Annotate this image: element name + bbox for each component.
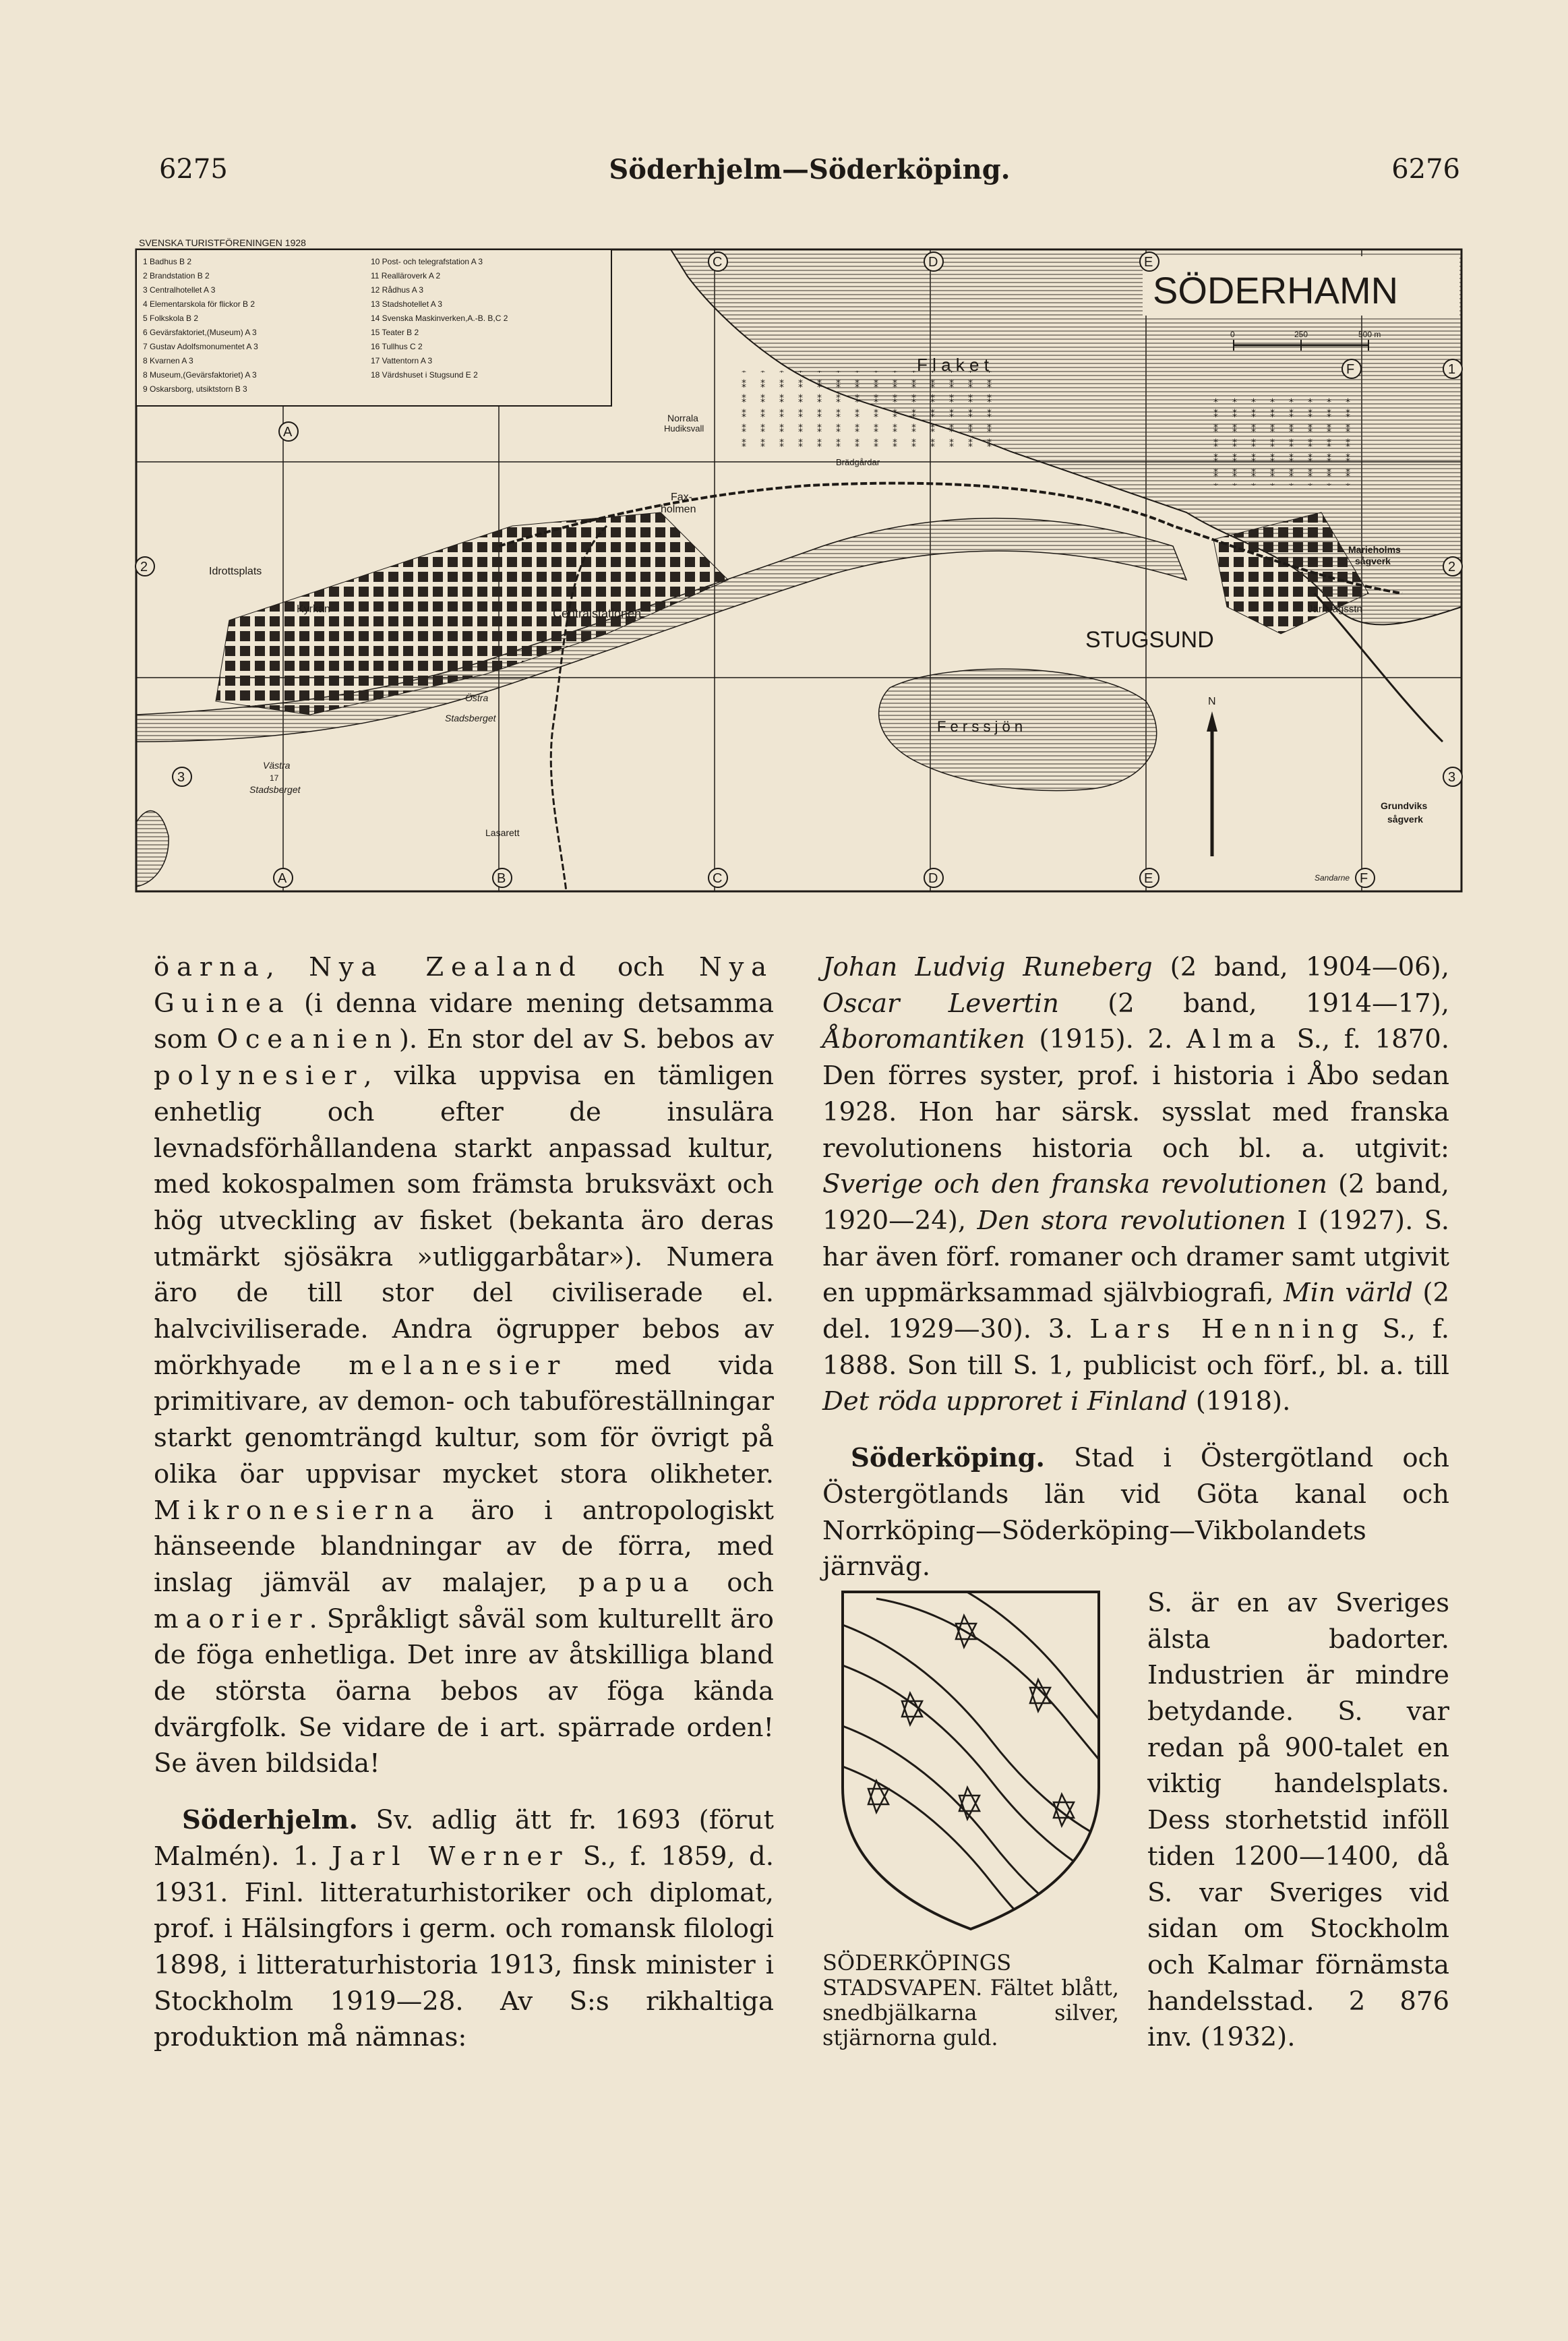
map-svg	[135, 229, 1463, 893]
text-run: och	[696, 1567, 774, 1598]
label-idrottsplats: Idrottsplats	[209, 566, 262, 577]
scale-label: 0	[1230, 330, 1235, 339]
text-run: Oceanien	[216, 1024, 399, 1055]
text-run: Alma	[1186, 1024, 1283, 1055]
text-run: Sverige och den franska revolutionen	[822, 1169, 1328, 1200]
grid-label: E	[1144, 871, 1153, 886]
text-run: (1918).	[1187, 1386, 1291, 1417]
legend-item: 9 Oskarsborg, utsiktstorn B 3	[143, 384, 247, 394]
coat-of-arms-figure	[822, 1585, 1119, 2050]
paragraph-soderhjelm-continued	[822, 949, 1449, 1420]
legend-item: 6 Gevärsfaktoriet,(Museum) A 3	[143, 328, 257, 337]
label-ostra: Östra	[465, 692, 489, 703]
legend-item: 5 Folkskola B 2	[143, 314, 199, 323]
label-centralstationen: Centralstationen	[553, 607, 642, 620]
text-run: ). En stor del av S. bebos av	[398, 1024, 774, 1055]
text-run: Stad i Östergötland och Östergötlands län vid Göta kanal och Norrköping—Söderköping—Vikbolandets järnväg.	[822, 1443, 1449, 1582]
text-run: ,	[266, 952, 309, 982]
legend-item: 10 Post- och telegrafstation A 3	[371, 257, 483, 266]
north-label: N	[1208, 696, 1216, 707]
entry-soderhjelm	[154, 1802, 774, 2056]
page-number-right: 6276	[1391, 154, 1460, 185]
text-run: I (1927). S. har även förf. romaner och dramer samt utgivit en uppmärksammad självbiografi,	[822, 1205, 1449, 1309]
text-run: Sv. adlig ätt fr. 1693 (förut Malmén). 1.	[154, 1805, 774, 1872]
text-run: papua	[578, 1567, 696, 1598]
row-label: 3	[1448, 770, 1456, 785]
label-vastra-num: 17	[270, 773, 279, 783]
text-run: polynesier	[154, 1061, 364, 1092]
legend-item: 8 Museum,(Gevärsfaktoriet) A 3	[143, 370, 257, 380]
label-fax: Fax-	[671, 492, 692, 503]
text-column-right	[822, 949, 1450, 2053]
label-jarnvagsstn: Järnvägsstn	[1308, 603, 1362, 615]
label-sandarne: Sandarne	[1315, 873, 1350, 883]
label-norrala: Norrala	[667, 413, 698, 423]
text-run: Nya Zealand	[309, 952, 583, 982]
page-title: Söderhjelm—Söderköping.	[609, 154, 1011, 185]
legend-item: 11 Realläroverk A 2	[371, 271, 441, 280]
row-label: 3	[177, 770, 185, 785]
text-run: Lars Henning	[1089, 1314, 1366, 1345]
label-holmen: holmen	[661, 504, 696, 515]
text-run: (2 del. 1929—30). 3.	[822, 1278, 1449, 1345]
row-label: 1	[1448, 362, 1456, 377]
legend-item: 2 Brandstation B 2	[143, 271, 210, 280]
label-ferssjon: F e r s s j ö n	[937, 718, 1023, 735]
text-run: maorier	[154, 1603, 309, 1634]
grid-label: C	[713, 871, 723, 886]
page-number-left: 6275	[159, 154, 228, 185]
label-bradgardar: Brädgårdar	[836, 457, 880, 467]
text-run: och	[582, 952, 700, 982]
text-run: Söderhjelm.	[182, 1805, 358, 1836]
entry-soderkoping	[822, 1440, 1449, 1585]
text-run: (2 band, 1920—24),	[822, 1169, 1450, 1236]
grid-label: F	[1346, 362, 1355, 377]
label-kyrkan: Kyrkan	[297, 603, 330, 615]
text-run: S., f. 1870. Den förres syster, prof. i historia i Åbo sedan 1928. Hon har särsk. sysslat med franska revolutionens historia och bl. a. utgivit:	[822, 1024, 1449, 1164]
text-run: Åboromantiken	[822, 1024, 1025, 1055]
legend-item: 16 Tullhus C 2	[371, 342, 423, 351]
text-run: . Språkligt såväl som kulturellt äro de föga enhetliga. Det inre av åtskilliga bland de största öarna bebos av föga kända dvärgfolk. Se vidare de i art. spärrade orden! Se även bildsida!	[154, 1603, 774, 1779]
legend-item: 14 Svenska Maskinverken,A.-B. B,C 2	[371, 314, 508, 323]
text-run: Johan Ludvig Runeberg	[822, 952, 1153, 982]
label-vastra: Västra	[263, 760, 291, 771]
legend-item: 15 Teater B 2	[371, 328, 419, 337]
text-run: Söderköping.	[851, 1443, 1045, 1474]
label-grundviks: Grundviks	[1381, 800, 1428, 811]
legend-item: 13 Stadshotellet A 3	[371, 299, 443, 309]
row-label: 2	[1448, 560, 1456, 574]
map-district-name: STUGSUND	[1085, 627, 1214, 653]
text-run: (1915). 2.	[1025, 1024, 1186, 1055]
text-run: äro i antropologiskt hänseende blandningar av de förra, med inslag jämväl av malajer,	[154, 1495, 774, 1598]
text-run: S. är en av Sveriges älsta badorter. Industrien är mindre betydande. S. var redan på 900-talet en viktig handelsplats. Dess storhetstid inföll tiden 1200—1400, då S. var Sveriges vid sidan om Stockholm och Kalmar förnämsta handelsstad. 2 876 inv. (1932).	[1147, 1587, 1449, 2053]
legend-item: 1 Badhus B 2	[143, 257, 192, 266]
legend-item: 18 Värdshuset i Stugsund E 2	[371, 370, 478, 380]
label-grundviks-sagverk: sågverk	[1387, 814, 1423, 825]
running-head	[159, 154, 1460, 194]
text-run: S., f. 1888. Son till S. 1, publicist och förf., bl. a. till	[822, 1314, 1449, 1381]
paragraph-oceania	[154, 949, 774, 1782]
legend-item: 3 Centralhotellet A 3	[143, 285, 216, 295]
grid-label: E	[1144, 255, 1153, 270]
legend-item: 4 Elementarskola för flickor B 2	[143, 299, 255, 309]
legend-item: 8 Kvarnen A 3	[143, 356, 193, 365]
label-lasarett: Lasarett	[485, 827, 520, 838]
scale-label: 250	[1294, 330, 1308, 339]
text-run: (2 band, 1904—06),	[1152, 952, 1449, 982]
label-hudiksvall: Hudiksvall	[664, 423, 704, 434]
text-run: Mikronesierna	[154, 1495, 442, 1526]
grid-label: A	[278, 871, 287, 886]
text-run: (2 band, 1914—17),	[1058, 988, 1450, 1019]
legend-item: 7 Gustav Adolfsmonumentet A 3	[143, 342, 258, 351]
grid-label: C	[713, 255, 723, 270]
town-map	[135, 229, 1463, 893]
coat-of-arms-icon	[836, 1585, 1106, 1936]
grid-label: F	[1360, 871, 1368, 886]
text-column-left	[154, 949, 774, 2056]
grid-label: A	[283, 425, 293, 440]
text-run: Jarl Werner	[331, 1841, 570, 1872]
row-label: 2	[140, 560, 148, 574]
text-run: , vilka uppvisa en tämligen enhetlig och efter de insulära levnadsförhållandena starkt anpassad kultur, med kokospalmen som främsta bruksväxt och hög utveckling av fisket (bekanta äro deras utmärkt sjösäkra »utliggarbåtar»). Numera äro de till stor del civiliserade el. halvciviliserade. Andra ögrupper bebos av mörkhyade	[154, 1061, 774, 1381]
timber-yards	[742, 371, 998, 452]
label-vastra-stadsberget: Stadsberget	[249, 784, 301, 795]
arms-block	[822, 1585, 1449, 2053]
text-run: Min värld	[1284, 1278, 1413, 1309]
label-marieholms: Marieholms	[1348, 544, 1401, 555]
timber-yards-east	[1200, 398, 1355, 485]
text-run: med vida primitivare, av demon- och tabuföreställningar starkt genomträngd kultur, som för övrigt på olika öar uppvisar mycket stora olikheter.	[154, 1350, 774, 1489]
legend-item: 17 Vattentorn A 3	[371, 356, 433, 365]
scale-label: 500 m	[1358, 330, 1381, 339]
text-run: Oscar Levertin	[822, 988, 1059, 1019]
legend-item: 12 Rådhus A 3	[371, 285, 424, 295]
text-run: melanesier	[349, 1350, 568, 1381]
text-run: S., f. 1859, d. 1931. Finl. litteraturhistoriker och diplomat, prof. i Hälsingfors i germ. och romansk filologi 1898, i litteraturhistoria 1913, finsk minister i Stockholm 1919—28. Av S:s rikhaltiga produktion må nämnas:	[154, 1841, 774, 2053]
coat-of-arms-caption: SÖDERKÖPINGS STADSVAPEN. Fältet blått, snedbjälkarna silver, stjärnorna guld.	[822, 1949, 1119, 2050]
map-credit: SVENSKA TURISTFÖRENINGEN 1928	[139, 237, 306, 248]
grid-label: D	[928, 871, 938, 886]
label-stadsberget: Stadsberget	[445, 713, 496, 723]
text-run: Den stora revolutionen	[977, 1205, 1286, 1236]
text-run: Det röda upproret i Finland	[822, 1386, 1188, 1417]
entry-soderkoping-continued	[1147, 1585, 1449, 2056]
grid-label: B	[497, 871, 506, 886]
map-town-name: SÖDERHAMN	[1153, 269, 1399, 312]
text-run: (i denna vidare mening detsamma som	[154, 988, 774, 1055]
label-sagverk: sågverk	[1355, 556, 1391, 566]
text-run: Nya Guinea	[154, 952, 774, 1019]
label-flaket: F l a k e t	[917, 355, 989, 375]
grid-label: D	[928, 255, 938, 270]
text-run: öarna	[154, 952, 266, 982]
